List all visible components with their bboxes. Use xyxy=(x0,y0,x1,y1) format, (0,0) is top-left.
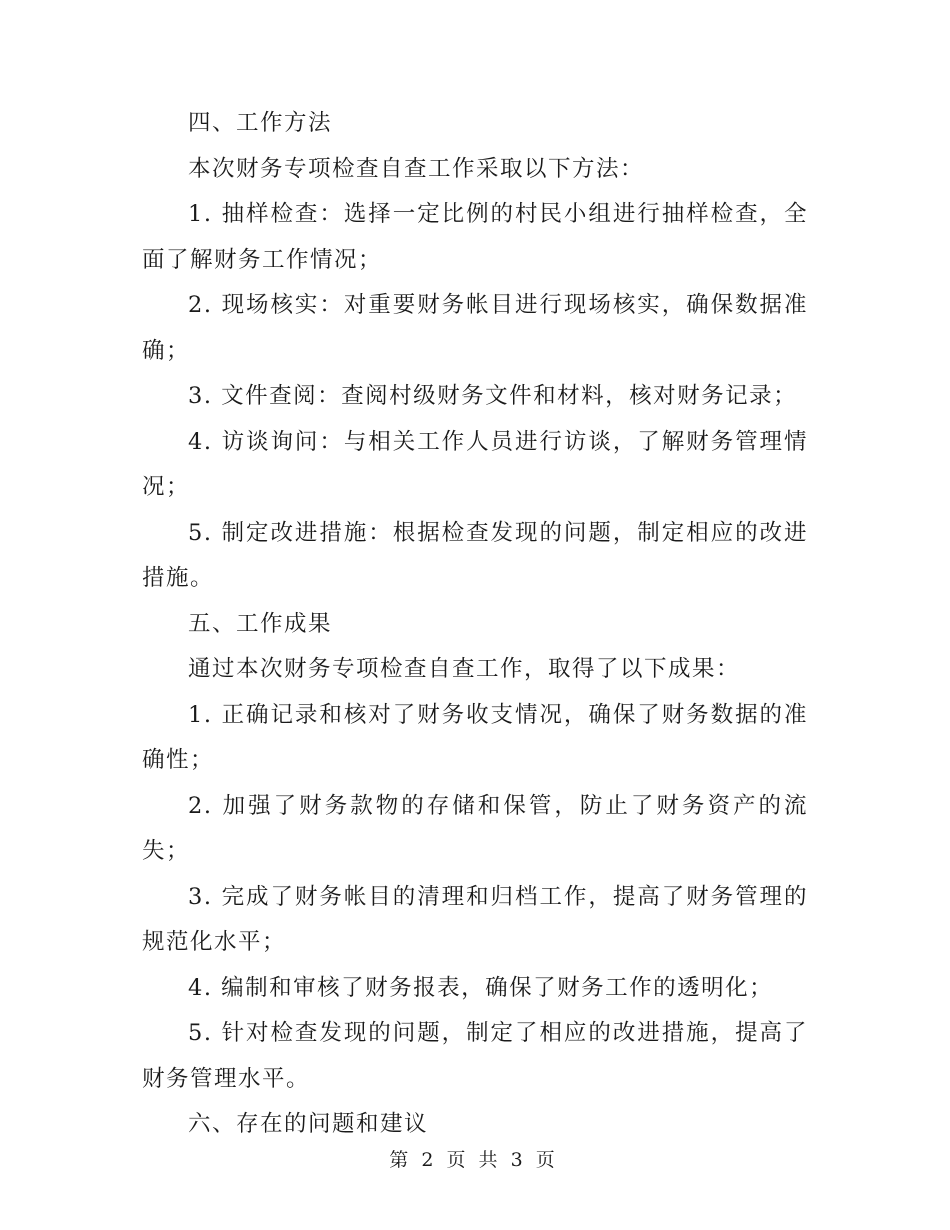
total-pages-number: 3 xyxy=(510,1149,524,1171)
list-item: 5. 制定改进措施：根据检查发现的问题，制定相应的改进措施。 xyxy=(142,519,808,591)
footer-page-word: 页 xyxy=(446,1149,467,1171)
page-footer xyxy=(0,1146,950,1174)
document-body xyxy=(142,101,808,1148)
list-item: 1. 抽样检查：选择一定比例的村民小组进行抽样检查，全面了解财务工作情况； xyxy=(142,201,808,273)
list-item: 4. 编制和审核了财务报表，确保了财务工作的透明化； xyxy=(188,974,774,1001)
section-heading-results: 五、工作成果 xyxy=(188,610,333,637)
list-item: 1. 正确记录和核对了财务收支情况，确保了财务数据的准确性； xyxy=(142,701,808,773)
section-heading-methods: 四、工作方法 xyxy=(188,110,333,136)
current-page-number: 2 xyxy=(421,1149,435,1171)
list-item: 3. 文件查阅：查阅村级财务文件和材料，核对财务记录； xyxy=(188,383,798,409)
list-item: 3. 完成了财务帐目的清理和归档工作，提高了财务管理的规范化水平； xyxy=(142,883,808,955)
paragraph: 通过本次财务专项检查自查工作，取得了以下成果： xyxy=(188,656,741,682)
footer-total-prefix: 共 xyxy=(478,1149,499,1171)
section-heading-issues: 六、存在的问题和建议 xyxy=(188,1111,429,1137)
list-item: 2. 加强了财务款物的存储和保管，防止了财务资产的流失； xyxy=(142,792,808,864)
list-item: 5. 针对检查发现的问题，制定了相应的改进措施，提高了财务管理水平。 xyxy=(142,1020,808,1092)
list-item: 2. 现场核实：对重要财务帐目进行现场核实，确保数据准确； xyxy=(142,292,808,364)
footer-prefix: 第 xyxy=(389,1149,410,1171)
paragraph: 本次财务专项检查自查工作采取以下方法： xyxy=(188,155,645,182)
list-item: 4. 访谈询问：与相关工作人员进行访谈，了解财务管理情况； xyxy=(142,428,808,500)
footer-suffix: 页 xyxy=(535,1149,556,1171)
